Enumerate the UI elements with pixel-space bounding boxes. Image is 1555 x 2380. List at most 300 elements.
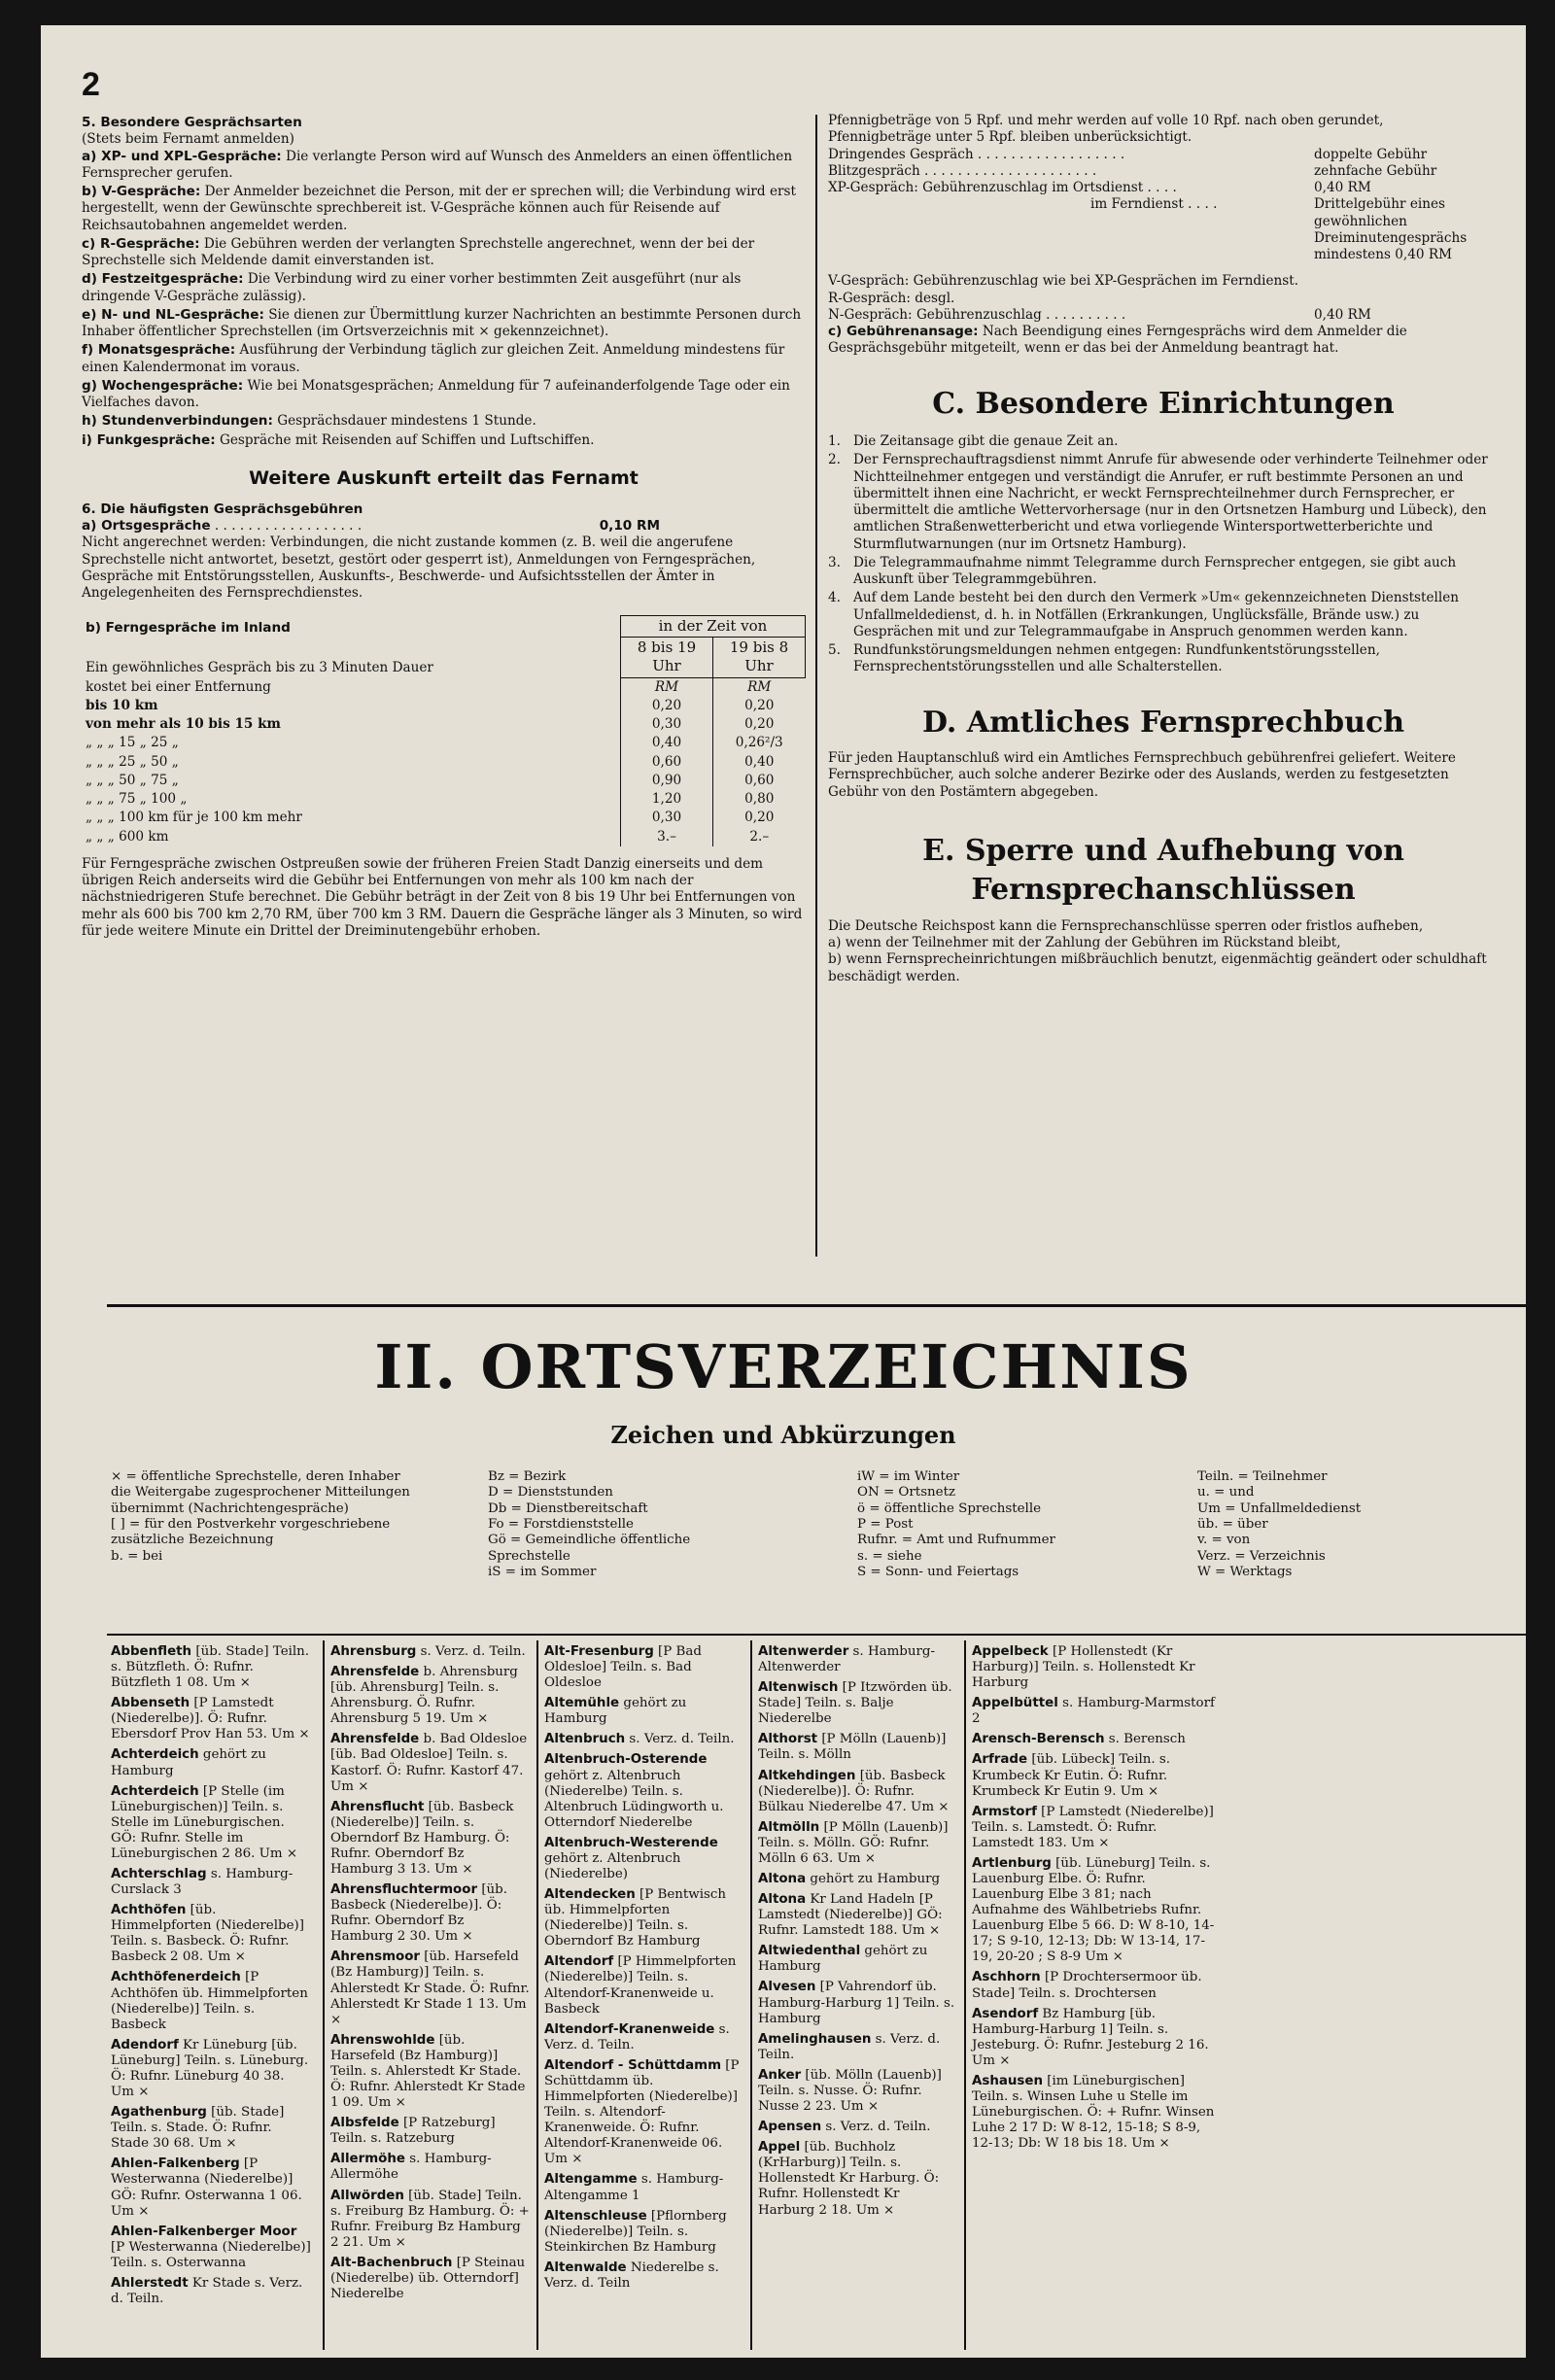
ortsverzeichnis-subtitle: Zeichen und Abkürzungen xyxy=(610,1421,956,1449)
place-name: Ahrenswohlde xyxy=(330,2032,435,2048)
directory-entry xyxy=(330,2033,531,2111)
place-details: Kr Land Hadeln [P Lamstedt (Niederelbe)] GÖ: Rufnr. Lamstedt 188. Um × xyxy=(758,1892,943,1939)
place-details: [im Lüneburgischen] Teiln. s. Winsen Luhe u Stelle im Lüneburgischen. Ö: + Rufnr. Winsen Luhe 2 17 D: W 8-12, 15-18; S 8-9, 12-13; Db: W 18 bis 18. Um × xyxy=(972,2073,1215,2152)
fee-night: 0,80 xyxy=(713,790,806,809)
directory-entry xyxy=(544,2058,744,2168)
fee-day: 0,30 xyxy=(621,809,713,827)
gebuehrenansage: c) Gebührenansage: Nach Beendigung eines Ferngesprächs wird dem Anmelder die Gesprächsgebühr mitgeteilt, wenn er das bei der Anmeldung beantragt hat. xyxy=(828,324,1407,357)
legend-entry: u. = und xyxy=(1197,1485,1255,1500)
place-name: Alt-Bachenbruch xyxy=(330,2255,453,2270)
directory-entry xyxy=(758,2120,958,2135)
place-details: [P Schüttdamm üb. Himmelpforten (Niederelbe)] Teiln. s. Altendorf-Kranenweide. Ö: Rufnr. Altendorf-Kranenweide 06. Um × xyxy=(544,2057,740,2167)
distance-label: bis 10 km xyxy=(86,697,158,713)
item-number: 5. xyxy=(828,642,841,658)
place-details: s. Hamburg-Altenwerder xyxy=(758,1644,935,1675)
fee-day: 0,60 xyxy=(621,753,713,772)
item-key: i) Funkgespräche: xyxy=(82,431,216,448)
fee-night: 2.– xyxy=(713,828,806,846)
legend-column-4 xyxy=(1197,1469,1489,1580)
distance-label: „ „ „ 50 „ 75 „ xyxy=(86,772,179,788)
place-name: Ahrensfelde xyxy=(330,1732,420,1747)
fee-row xyxy=(82,697,806,715)
section-c-item xyxy=(828,452,1499,553)
blitz-label: Blitzgespräch xyxy=(828,162,920,179)
directory-entry xyxy=(544,2022,744,2053)
place-details: s. Verz. d. Teiln. xyxy=(416,1644,526,1659)
place-name: Ahlen-Falkenberg xyxy=(111,2156,240,2172)
section-6-heading: 6. Die häufigsten Gesprächsgebühren xyxy=(82,500,363,517)
item-text: Die Gebühren werden der verlangten Sprechstelle angerechnet, wenn der bei der Sprechstelle sich Meldende damit einverstanden ist. xyxy=(82,235,755,268)
directory-entry xyxy=(972,1970,1215,2001)
directory-entry xyxy=(544,1696,744,1727)
place-name: Altendorf - Schüttdamm xyxy=(544,2057,722,2073)
section-5-item xyxy=(82,184,806,234)
section-d-heading: D. Amtliches Fernsprechbuch xyxy=(921,705,1405,740)
section-5-item xyxy=(82,378,806,412)
directory-entry xyxy=(111,1696,311,1742)
item-key: e) N- und NL-Gespräche: xyxy=(82,306,264,323)
place-name: Abbenfleth xyxy=(111,1644,192,1659)
place-name: Altenschleuse xyxy=(544,2208,647,2224)
legend-entry: üb. = über xyxy=(1197,1517,1268,1533)
place-details: [P Stelle (im Lüneburgischen)] Teiln. s. Stelle im Lüneburgischen. GÖ: Rufnr. Stelle im Lüneburgischen 2 86. Um × xyxy=(111,1783,298,1861)
place-name: Alt-Fresenburg xyxy=(544,1644,654,1659)
place-details: [P Drochtersermoor üb. Stade] Teiln. s. Drochtersen xyxy=(972,1970,1202,2001)
fee-desc-1: Ein gewöhnliches Gespräch bis zu 3 Minuten Dauer xyxy=(86,659,433,675)
place-details: [P Himmelpforten (Niederelbe)] Teiln. s. Altendorf-Kranenweide u. Basbeck xyxy=(544,1954,737,2017)
item-text: Gesprächsdauer mindestens 1 Stunde. xyxy=(272,413,536,430)
directory-column-5 xyxy=(972,1644,1215,2156)
directory-column-4 xyxy=(758,1644,958,2224)
section-e-heading-2: Fernsprechanschlüssen xyxy=(971,873,1356,908)
place-details: b. Bad Oldesloe [üb. Bad Oldesloe] Teiln. s. Kastorf. Ö: Rufnr. Kastorf 47. Um × xyxy=(330,1732,528,1794)
fee-row xyxy=(82,715,806,734)
directory-entry xyxy=(758,2068,958,2115)
fee-row xyxy=(82,753,806,772)
directory-entry xyxy=(758,2032,958,2063)
distance-label: „ „ „ 75 „ 100 „ xyxy=(86,791,188,808)
directory-entry xyxy=(330,1732,531,1794)
place-name: Altona xyxy=(758,1892,807,1908)
place-name: Artlenburg xyxy=(972,1855,1052,1871)
place-details: s. Verz. d. Teiln. xyxy=(758,2031,941,2062)
section-rule xyxy=(107,1304,1526,1307)
place-details: s. Verz. d. Teiln. xyxy=(544,2021,730,2052)
ferngespraeche-label: b) Ferngespräche im Inland xyxy=(86,619,291,636)
place-details: gehört z. Altenbruch (Niederelbe) xyxy=(544,1850,681,1882)
section-c-item xyxy=(828,642,1499,676)
directory-entry xyxy=(544,2172,744,2203)
legend-column-1 xyxy=(111,1469,422,1565)
section-d-text: Für jeden Hauptanschluß wird ein Amtliches Fernsprechbuch gebührenfrei geliefert. Weitere Fernsprechbücher, auch solche anderer Bezirke oder des Auslands, werden zu festgesetzten Gebühr von den Postämtern abgegeben. xyxy=(828,750,1456,800)
rounding-line-1: Pfennigbeträge von 5 Rpf. und mehr werden auf volle 10 Rpf. nach oben gerundet, xyxy=(828,113,1384,128)
distance-label: „ „ „ 25 „ 50 „ xyxy=(86,753,179,770)
unit-day: RM xyxy=(621,677,713,697)
place-name: Appel xyxy=(758,2140,801,2156)
place-details: [P Hollenstedt (Kr Harburg)] Teiln. s. Hollenstedt Kr Harburg xyxy=(972,1644,1195,1691)
place-details: gehört zu Hamburg xyxy=(806,1872,941,1887)
directory-entry xyxy=(758,1980,958,2026)
place-details: [P Bad Oldesloe] Teiln. s. Bad Oldesloe xyxy=(544,1644,702,1691)
col-header-day: 8 bis 19 Uhr xyxy=(621,638,713,677)
legend-entry: × = öffentliche Sprechstelle, deren Inhaber die Weitergabe zugesprochener Mitteilungen übernimmt (Nachrichtengespräche) xyxy=(111,1469,410,1516)
n-row: N-Gespräch: Gebührenzuschlag . . . . . . . . . . 0,40 RM xyxy=(828,307,1499,324)
directory-entry xyxy=(972,2007,1215,2069)
place-details: Kr Lüneburg [üb. Lüneburg] Teiln. s. Lüneburg. Ö: Rufnr. Lüneburg 40 38. Um × xyxy=(111,2037,309,2100)
place-name: Altwiedenthal xyxy=(758,1944,861,1959)
zeit-header: in der Zeit von xyxy=(621,616,806,638)
section-5-item xyxy=(82,432,806,449)
r-gespraech: R-Gespräch: desgl. xyxy=(828,290,955,306)
fee-footnote: Für Ferngespräche zwischen Ostpreußen sowie der früheren Freien Stadt Danzig einerseits und dem übrigen Reich anderseits wird die Gebühr bei Entfernungen von mehr als 100 km nach der nächstniedrigeren Stufe berechnet. Die Gebühr beträgt in der Zeit von 8 bis 19 Uhr bei Entfernungen von mehr als 600 bis 700 km 2,70 RM, über 700 km 3 RM. Dauern die Gespräche länger als 3 Minuten, so wird für jede weitere Minute ein Drittel der Dreiminutengebühr erhoben. xyxy=(82,855,803,939)
fee-row xyxy=(82,809,806,827)
section-c-heading: C. Besondere Einrichtungen xyxy=(932,386,1395,421)
place-name: Armstorf xyxy=(972,1804,1037,1819)
directory-entry xyxy=(330,1800,531,1878)
fee-night: 0,20 xyxy=(713,697,806,715)
item-key: a) XP- und XPL-Gespräche: xyxy=(82,148,282,164)
section-5-item xyxy=(82,307,806,341)
page-number: 2 xyxy=(82,66,100,103)
ortsgespraeche-text: Nicht angerechnet werden: Verbindungen, die nicht zustande kommen (z. B. weil die angerufene Sprechstelle nicht antwortet, besetzt, gestört oder gesperrt ist), Anmeldungen von Ferngesprächen, Gespräche mit Entstörungsstellen, Auskunfts-, Beschwerde- und Aufsichtsstellen der Ämter in Angelegenheiten des Fernsprechdienstes. xyxy=(82,535,756,602)
place-name: Abbenseth xyxy=(111,1696,190,1711)
legend-entry: iW = im Winter xyxy=(857,1469,960,1484)
blitz-value: zehnfache Gebühr xyxy=(1314,162,1437,179)
section-5-item xyxy=(82,271,806,305)
place-details: [P Mölln (Lauenb)] Teiln. s. Mölln. GÖ: Rufnr. Mölln 6 63. Um × xyxy=(758,1819,949,1866)
legend-entry: Teiln. = Teilnehmer xyxy=(1197,1469,1328,1484)
place-details: [üb. Basbeck (Niederelbe)]. Ö: Rufnr. Oberndorf Bz Hamburg 2 30. Um × xyxy=(330,1882,507,1945)
place-details: [P Vahrendorf üb. Hamburg-Harburg 1] Teiln. s. Hamburg xyxy=(758,1980,955,2026)
place-name: Aschhorn xyxy=(972,1970,1041,1985)
section-5-item xyxy=(82,413,806,430)
place-name: Altengamme xyxy=(544,2172,638,2188)
directory-divider xyxy=(536,1640,538,2350)
item-key: d) Festzeitgespräche: xyxy=(82,271,244,288)
directory-entry xyxy=(330,1665,531,1727)
directory-entry xyxy=(758,1732,958,1763)
legend-entry: s. = siehe xyxy=(857,1548,922,1564)
fee-day: 1,20 xyxy=(621,790,713,809)
directory-entry xyxy=(330,2152,531,2183)
place-name: Arfrade xyxy=(972,1752,1028,1768)
place-details: [P Ratzeburg] Teiln. s. Ratzeburg xyxy=(330,2116,496,2147)
place-details: gehört zu Hamburg xyxy=(544,1696,687,1727)
fee-night: 0,20 xyxy=(713,715,806,734)
place-details: [üb. Basbeck (Niederelbe)]. Ö: Rufnr. Bülkau Niederelbe 47. Um × xyxy=(758,1768,950,1814)
place-name: Ashausen xyxy=(972,2073,1044,2088)
place-details: s. Hamburg-Allermöhe xyxy=(330,2152,492,2183)
section-c-item xyxy=(828,433,1499,450)
directory-entry xyxy=(758,1680,958,1727)
directory-entry xyxy=(330,1644,531,1660)
place-details: [üb. Lübeck] Teiln. s. Krumbeck Kr Eutin. Ö: Rufnr. Krumbeck Kr Eutin 9. Um × xyxy=(972,1752,1171,1799)
directory-entry xyxy=(330,2189,531,2251)
place-name: Ahrensfluchtermoor xyxy=(330,1882,478,1898)
directory-entry xyxy=(111,2156,311,2219)
directory-entry xyxy=(544,2209,744,2256)
dringend-row: Dringendes Gespräch . . . . . . . . . . . . . . . . . . doppelte Gebühr xyxy=(828,147,1499,163)
place-details: [Pflornberg (Niederelbe)] Teiln. s. Steinkirchen Bz Hamburg xyxy=(544,2208,727,2255)
place-name: Altendecken xyxy=(544,1887,636,1903)
place-name: Altenwerder xyxy=(758,1644,849,1659)
place-details: [üb. Stade] Teiln. s. Stade. Ö: Rufnr. Stade 30 68. Um × xyxy=(111,2105,285,2152)
legend-column-3 xyxy=(857,1469,1149,1580)
place-details: [P Lamstedt (Niederelbe)] Teiln. s. Lamstedt. Ö: Rufnr. Lamstedt 183. Um × xyxy=(972,1804,1214,1850)
section-5-heading: 5. Besondere Gesprächsarten xyxy=(82,115,302,130)
place-name: Ahrensburg xyxy=(330,1644,417,1659)
item-key: b) V-Gespräche: xyxy=(82,184,201,199)
section-e-b: b) wenn Fernsprecheinrichtungen mißbräuchlich benutzt, eigenmächtig geändert oder schuldhaft beschädigt werden. xyxy=(828,951,1487,984)
item-key: c) R-Gespräche: xyxy=(82,235,200,252)
directory-entry xyxy=(758,1872,958,1887)
fee-night: 0,60 xyxy=(713,772,806,790)
place-name: Asendorf xyxy=(972,2006,1039,2021)
dringend-value: doppelte Gebühr xyxy=(1314,146,1428,162)
rounding-line-2: Pfennigbeträge unter 5 Rpf. bleiben unberücksichtigt. xyxy=(828,129,1192,146)
place-details: s. Hamburg-Altengamme 1 xyxy=(544,2172,724,2203)
directory-entry xyxy=(972,1644,1215,1691)
item-text: Die Verbindung wird zu einer vorher bestimmten Zeit ausgeführt (nur als dringende V-Gespräche zulässig). xyxy=(82,271,742,304)
legend-entry: W = Werktags xyxy=(1197,1565,1293,1580)
place-name: Altemühle xyxy=(544,1696,620,1711)
directory-entry xyxy=(111,1747,311,1778)
directory-entry xyxy=(544,1732,744,1747)
legend-entry: S = Sonn- und Feiertags xyxy=(857,1565,1019,1580)
place-name: Altenwisch xyxy=(758,1680,839,1696)
directory-entry xyxy=(330,2116,531,2147)
directory-entry xyxy=(111,1784,311,1862)
directory-entry xyxy=(758,1820,958,1867)
xp-label: XP-Gespräch: Gebührenzuschlag im Ortsdienst xyxy=(828,180,1144,195)
legend-entry: b. = bei xyxy=(111,1548,163,1564)
directory-entry xyxy=(758,1769,958,1815)
directory-entry xyxy=(544,1644,744,1691)
item-key: h) Stundenverbindungen: xyxy=(82,413,273,430)
directory-entry xyxy=(758,1944,958,1975)
directory-entry xyxy=(758,2140,958,2218)
place-details: [üb. Buchholz (KrHarburg)] Teiln. s. Hollenstedt Kr Harburg. Ö: Rufnr. Hollenstedt Kr Harburg 2 18. Um × xyxy=(758,2140,940,2218)
place-details: gehört z. Altenbruch (Niederelbe) Teiln. s. Altenbruch Lüdingworth u. Otterndorf Niederelbe xyxy=(544,1768,724,1830)
place-name: Altkehdingen xyxy=(758,1768,856,1783)
legend-entry: Bz = Bezirk xyxy=(488,1469,567,1484)
fee-day: 0,30 xyxy=(621,715,713,734)
left-column xyxy=(82,115,806,940)
fee-row xyxy=(82,790,806,809)
place-details: [üb. Himmelpforten (Niederelbe)] Teiln. s. Basbeck. Ö: Rufnr. Basbeck 2 08. Um × xyxy=(111,1903,304,1965)
directory-entry xyxy=(972,1732,1215,1747)
distance-label: „ „ „ 15 „ 25 „ xyxy=(86,735,179,751)
xp-value: 0,40 RM xyxy=(1314,180,1371,195)
legend-entry: D = Dienststunden xyxy=(488,1485,613,1500)
item-text: Auf dem Lande besteht bei den durch den Vermerk »Um« gekennzeichneten Dienststellen Unfallmeldedienst, d. h. in Notfällen (Erkrankungen, Unglücksfälle, Brände usw.) zu Gesprächen mit und zur Telegrammaufgabe in Anspruch genommen werden kann. xyxy=(853,590,1460,639)
place-name: Altendorf-Kranenweide xyxy=(544,2021,715,2037)
place-details: s. Verz. d. Teiln. xyxy=(821,2120,931,2135)
place-details: [P Westerwanna (Niederelbe)] Teiln. s. Osterwanna xyxy=(111,2239,311,2270)
item-text: Wie bei Monatsgesprächen; Anmeldung für 7 aufeinanderfolgende Tage oder ein Vielfaches davon. xyxy=(82,377,790,410)
place-details: [P Westerwanna (Niederelbe)] GÖ: Rufnr. Osterwanna 1 06. Um × xyxy=(111,2156,302,2219)
ortsgespraeche-row: a) Ortsgespräche . . . . . . . . . . . . . . . . . . 0,10 RM xyxy=(82,518,660,535)
directory-entry xyxy=(544,1836,744,1882)
place-details: [üb. Harsefeld (Bz Hamburg)] Teiln. s. Ahlerstedt Kr Stade. Ö: Rufnr. Ahlerstedt Kr Stade 1 09. Um × xyxy=(330,2032,526,2111)
legend-entry: Db = Dienstbereitschaft xyxy=(488,1500,648,1516)
place-details: [P Mölln (Lauenb)] Teiln. s. Mölln xyxy=(758,1732,947,1763)
place-name: Allermöhe xyxy=(330,2152,405,2167)
fee-day: 0,90 xyxy=(621,772,713,790)
place-name: Amelinghausen xyxy=(758,2031,872,2047)
item-number: 1. xyxy=(828,433,841,449)
place-name: Appelbeck xyxy=(972,1644,1049,1659)
directory-entry xyxy=(111,2038,311,2100)
legend-entry: Rufnr. = Amt und Rufnummer xyxy=(857,1533,1055,1548)
fee-night: 0,26²/3 xyxy=(713,734,806,752)
section-5-item xyxy=(82,149,806,183)
legend-entry: Gö = Gemeindliche öffentliche Sprechstelle xyxy=(488,1533,691,1564)
legend-entry: Fo = Forstdienststelle xyxy=(488,1517,634,1533)
place-name: Ahrensfelde xyxy=(330,1665,420,1680)
n-value: 0,40 RM xyxy=(1314,306,1371,323)
section-5-item xyxy=(82,236,806,270)
item-text: Rundfunkstörungsmeldungen nehmen entgegen: Rundfunkentstörungsstellen, Fernsprechentstörungsstellen und alle Schalterstellen. xyxy=(853,642,1380,675)
legend-entry: [ ] = für den Postverkehr vorgeschriebene zusätzliche Bezeichnung xyxy=(111,1517,391,1548)
place-name: Altmölln xyxy=(758,1819,820,1835)
section-5-item xyxy=(82,342,806,376)
section-c-item xyxy=(828,555,1499,589)
directory-entry xyxy=(111,2276,311,2307)
section-5-list xyxy=(82,149,806,449)
legend-entry: Verz. = Verzeichnis xyxy=(1197,1548,1326,1564)
place-name: Allwörden xyxy=(330,2188,404,2203)
section-e-a: a) wenn der Teilnehmer mit der Zahlung der Gebühren im Rückstand bleibt, xyxy=(828,935,1341,950)
directory-entry xyxy=(111,2225,311,2271)
item-key: g) Wochengespräche: xyxy=(82,377,244,394)
place-name: Achterschlag xyxy=(111,1867,207,1882)
directory-entry xyxy=(111,1970,311,2032)
directory-entry xyxy=(972,2074,1215,2152)
place-name: Achthöfenerdeich xyxy=(111,1970,241,1985)
legend-entry: P = Post xyxy=(857,1517,914,1533)
directory-column-2 xyxy=(330,1644,531,2307)
dringend-label: Dringendes Gespräch xyxy=(828,146,974,162)
place-name: Altendorf xyxy=(544,1954,614,1970)
section-e-text: Die Deutsche Reichspost kann die Fernsprechanschlüsse sperren oder fristlos aufheben, xyxy=(828,917,1424,934)
fee-desc-2: kostet bei einer Entfernung xyxy=(86,678,271,695)
place-details: [P Itzwörden üb. Stade] Teiln. s. Balje Niederelbe xyxy=(758,1680,952,1727)
place-name: Ahrensmoor xyxy=(330,1949,421,1965)
item-text: Die Telegrammaufnahme nimmt Telegramme durch Fernsprecher entgegen, sie gibt auch Auskunft über Telegrammgebühren. xyxy=(853,554,1457,587)
distance-label: von mehr als 10 bis 15 km xyxy=(86,716,281,733)
place-details: [P Lamstedt (Niederelbe)]. Ö: Rufnr. Ebersdorf Prov Han 53. Um × xyxy=(111,1696,310,1742)
fee-day: 0,20 xyxy=(621,697,713,715)
item-number: 4. xyxy=(828,590,841,606)
place-details: [üb. Basbeck (Niederelbe)] Teiln. s. Oberndorf Bz Hamburg. Ö: Rufnr. Oberndorf Bz Hamburg 3 13. Um × xyxy=(330,1799,514,1878)
directory-entry xyxy=(758,1892,958,1939)
place-name: Achterdeich xyxy=(111,1783,199,1799)
place-details: [üb. Stade] Teiln. s. Bützfleth. Ö: Rufnr. Bützfleth 1 08. Um × xyxy=(111,1644,310,1691)
place-details: s. Berensch xyxy=(1104,1732,1186,1747)
auskunft-heading: Weitere Auskunft erteilt das Fernamt xyxy=(249,466,639,489)
place-details: [P Bentwisch üb. Himmelpforten (Niederelbe)] Teiln. s. Oberndorf Bz Hamburg xyxy=(544,1887,726,1949)
place-details: Kr Stade s. Verz. d. Teiln. xyxy=(111,2275,303,2306)
place-name: Agathenburg xyxy=(111,2105,207,2121)
n-label: N-Gespräch: Gebührenzuschlag xyxy=(828,306,1042,323)
fee-day: 3.– xyxy=(621,828,713,846)
section-c-list xyxy=(828,433,1499,676)
item-number: 3. xyxy=(828,554,841,570)
col-header-night: 19 bis 8 Uhr xyxy=(713,638,806,677)
fee-row xyxy=(82,772,806,790)
place-name: Altona xyxy=(758,1872,807,1887)
item-text: Ausführung der Verbindung täglich zur gleichen Zeit. Anmeldung mindestens für einen Kalendermonat im voraus. xyxy=(82,342,785,375)
place-name: Ahlerstedt xyxy=(111,2275,189,2291)
legend-entry: ON = Ortsnetz xyxy=(857,1485,956,1500)
legend-rule xyxy=(107,1634,1526,1636)
item-text: Die verlangte Person wird auf Wunsch des Anmelders an einen öffentlichen Fernsprecher gerufen. xyxy=(82,148,793,181)
place-details: [P Steinau (Niederelbe) üb. Otterndorf] Niederelbe xyxy=(330,2255,526,2301)
directory-entry xyxy=(330,2256,531,2302)
place-details: [üb. Lüneburg] Teiln. s. Lauenburg Elbe. Ö: Rufnr. Lauenburg Elbe 3 81; nach Aufnahme des Wählbetriebs Rufnr. Lauenburg Elbe 5 66. D: W 8-10, 14-17; S 9-10, 12-13; Db: W 13-14, 17-19, 20-20 ; S 8-9 Um × xyxy=(972,1855,1215,1965)
directory-entry xyxy=(544,1752,744,1830)
place-name: Altenbruch-Osterende xyxy=(544,1752,708,1768)
directory-entry xyxy=(111,1644,311,1691)
place-details: [üb. Stade] Teiln. s. Freiburg Bz Hamburg. Ö: + Rufnr. Freiburg Bz Hamburg 2 21. Um × xyxy=(330,2188,530,2250)
column-divider xyxy=(815,115,817,1257)
fee-row xyxy=(82,734,806,752)
xp2-row: im Ferndienst . . . . Drittelgebühr eines gewöhnlichen Dreiminutengesprächs mindestens 0,40 RM xyxy=(828,196,1499,263)
right-column xyxy=(828,113,1499,985)
directory-entry xyxy=(972,1805,1215,1851)
place-name: Ahlen-Falkenberger Moor xyxy=(111,2224,297,2239)
directory-page xyxy=(41,25,1526,2358)
directory-entry xyxy=(111,1903,311,1965)
place-name: Althorst xyxy=(758,1732,818,1747)
place-name: Arensch-Berensch xyxy=(972,1732,1105,1747)
place-details: [P Achthöfen üb. Himmelpforten (Niederelbe)] Teiln. s. Basbeck xyxy=(111,1970,308,2032)
place-name: Altenbruch xyxy=(544,1732,626,1747)
directory-entry xyxy=(544,1954,744,2017)
directory-divider xyxy=(964,1640,966,2350)
ortsgespraeche-label: a) Ortsgespräche xyxy=(82,518,211,535)
xp2-label: im Ferndienst xyxy=(1090,196,1184,213)
directory-entry xyxy=(758,1644,958,1675)
directory-entry xyxy=(111,1867,311,1898)
directory-entry xyxy=(544,2260,744,2292)
fee-table xyxy=(82,615,806,845)
directory-entry xyxy=(972,1856,1215,1966)
section-c-item xyxy=(828,590,1499,640)
place-name: Alvesen xyxy=(758,1980,816,1995)
place-details: gehört zu Hamburg xyxy=(758,1944,928,1975)
ortsgespraeche-value: 0,10 RM xyxy=(599,518,660,535)
item-text: Die Zeitansage gibt die genaue Zeit an. xyxy=(853,433,1119,449)
fee-night: 0,40 xyxy=(713,753,806,772)
item-text: Der Fernsprechauftragsdienst nimmt Anrufe für abwesende oder verhinderte Teilnehmer oder Nichtteilnehmer entgegen und verständigt die Anrufer, er ruft bestimmte Personen an und übermittelt ihnen eine Nachricht, er weckt Fernsprechteilnehmer durch Fernsprecher, er übermittelt die amtliche Wettervorhersage (nur in den Ortsnetzen Hamburg und Lübeck), den amtlichen Straßenwetterbericht und etwa vorliegende Wintersportwetterberichte und Sturmflutwarnungen (nur im Ortsnetz Hamburg). xyxy=(853,452,1488,552)
directory-column-3 xyxy=(544,1644,744,2296)
place-details: s. Hamburg-Curslack 3 xyxy=(111,1867,294,1898)
place-details: s. Verz. d. Teiln. xyxy=(625,1732,735,1747)
section-5-note: (Stets beim Fernamt anmelden) xyxy=(82,131,294,148)
legend-entry: v. = von xyxy=(1197,1533,1251,1548)
distance-label: „ „ „ 600 km xyxy=(86,828,169,845)
distance-label: „ „ „ 100 km für je 100 km mehr xyxy=(86,810,302,826)
unit-night: RM xyxy=(713,677,806,697)
directory-column-1 xyxy=(111,1644,311,2312)
place-name: Albsfelde xyxy=(330,2116,399,2131)
place-name: Apensen xyxy=(758,2120,822,2135)
v-gespraech: V-Gespräch: Gebührenzuschlag wie bei XP-Gesprächen im Ferndienst. xyxy=(828,273,1299,290)
xp2-value: Drittelgebühr eines gewöhnlichen Dreiminutengesprächs mindestens 0,40 RM xyxy=(1314,196,1468,262)
item-text: Sie dienen zur Übermittlung kurzer Nachrichten an bestimmte Personen durch Inhaber öffentlicher Sprechstellen (im Ortsverzeichnis mit × gekennzeichnet). xyxy=(82,306,802,339)
